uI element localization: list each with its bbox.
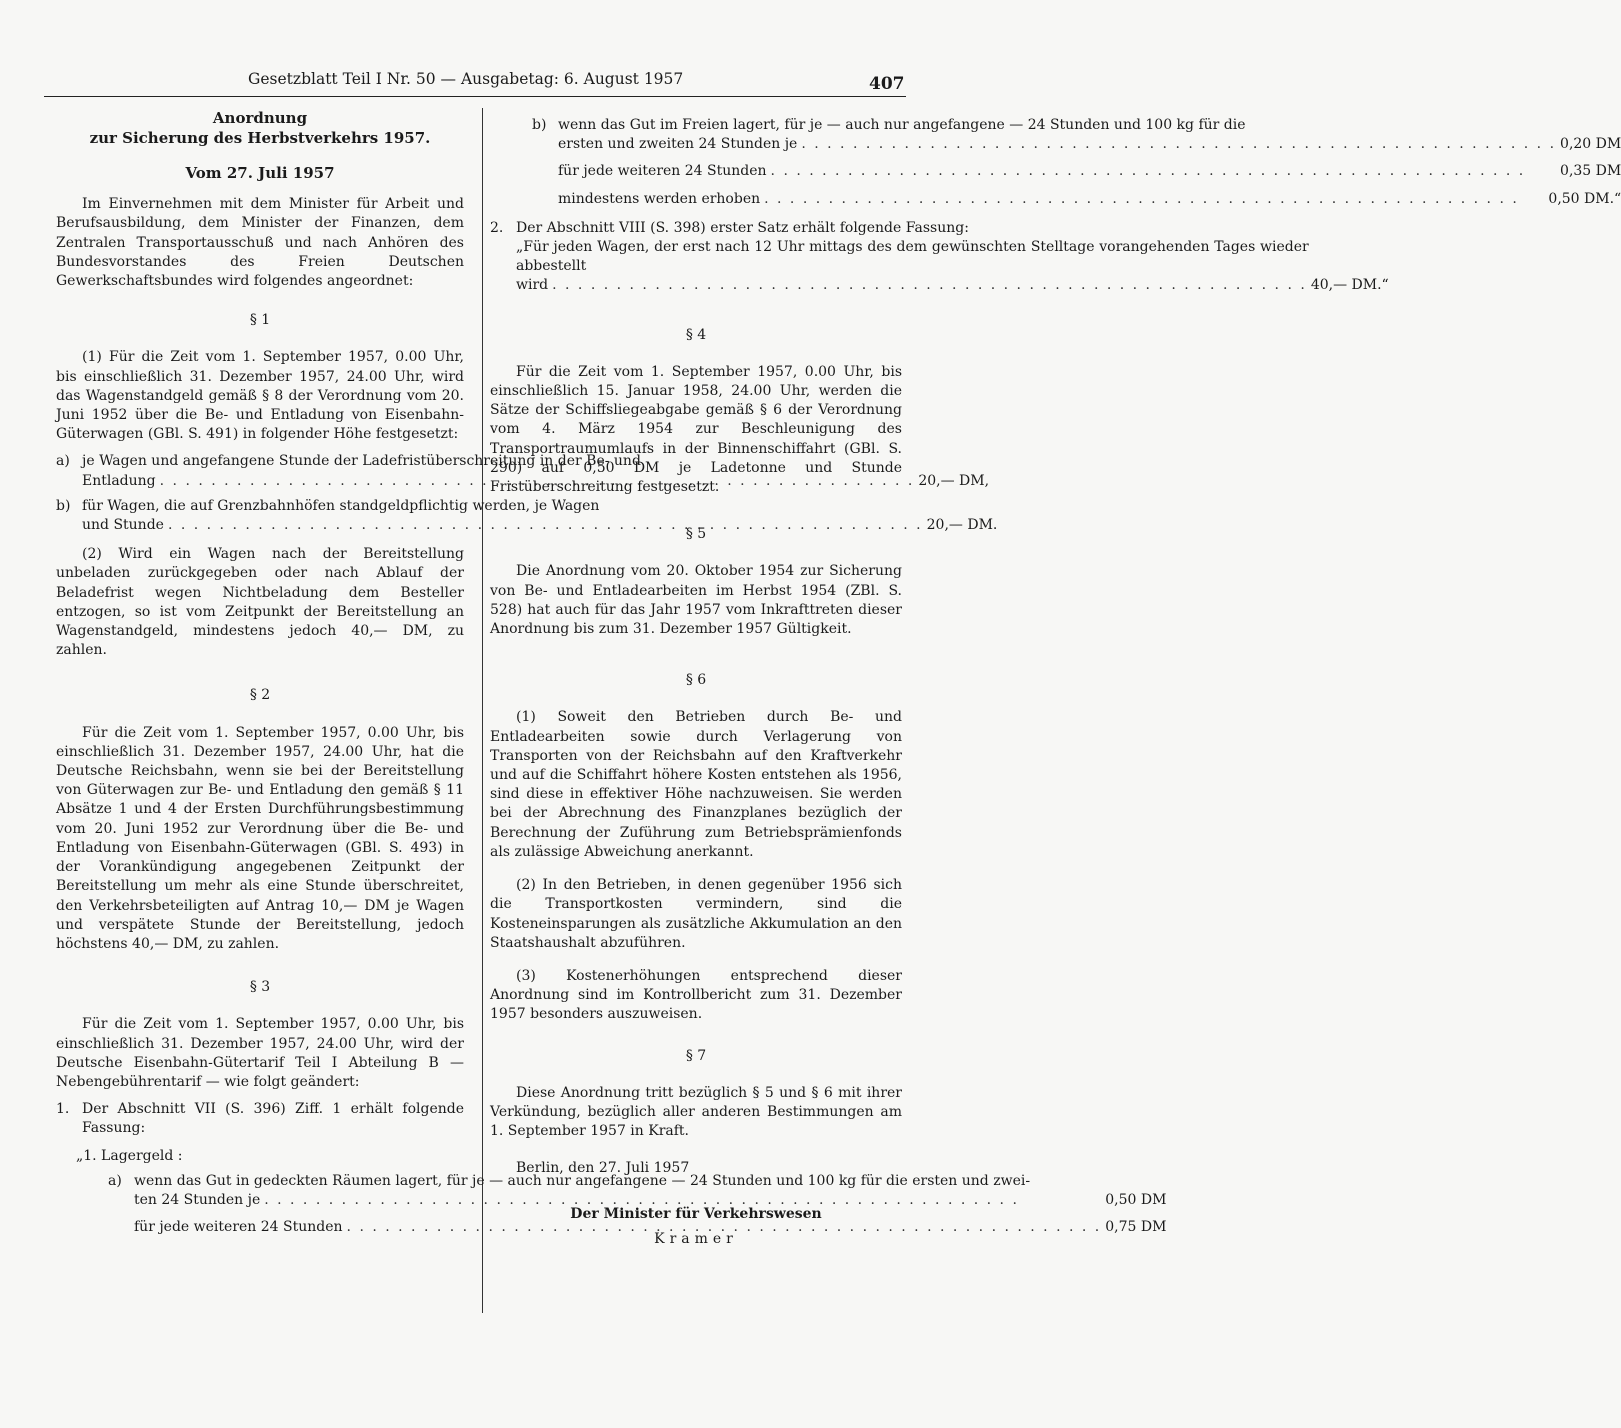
section-6-paragraph-3: (3) Kostenerhöhungen entsprechend dieser Anordnung sind im Kontrollbericht zum 31. Dezember 1957 besonders auszuweisen. bbox=[490, 967, 902, 1023]
fee-label: wird bbox=[516, 277, 549, 294]
section-6-paragraph-1: (1) Soweit den Betrieben durch Be- und Entladearbeiten sowie durch Verlagerung von Transporten von der Reichsbahn auf den Kraftverkehr und auf die Schiffahrt höhere Kosten entstehen als 1956, sind diese in effektiver Höhe nachzuweisen. Sie werden bei der Abrechnung des Finanzplanes bezüglich der Berechnung der Zuführung zum Betriebsprämienfonds als zulässige Abweichung anerkannt. bbox=[490, 709, 902, 860]
item-text: Der Abschnitt VII (S. 396) Ziff. 1 erhält folgende Fassung: bbox=[82, 1101, 464, 1137]
fee-amount: 40,— DM.“ bbox=[1310, 277, 1389, 294]
signer-name: Kramer bbox=[654, 1230, 738, 1247]
item-text: für Wagen, die auf Grenzbahnhöfen standgeldpflichtig werden, je Wagen bbox=[82, 497, 600, 514]
section-1-heading: § 1 bbox=[249, 312, 271, 329]
signer-title: Der Minister für Verkehrswesen bbox=[570, 1205, 822, 1222]
item-text: je Wagen und angefangene Stunde der Ladefristüberschreitung in der Be- und bbox=[82, 453, 641, 470]
fee-line bbox=[516, 276, 1389, 295]
item-label: b) bbox=[532, 117, 547, 133]
item-quote: „Für jeden Wagen, der erst nach 12 Uhr mittags des dem gewünschten Stelltage vorangehenden Tages wieder abbestellt bbox=[516, 239, 1309, 275]
lagergeld-item-b bbox=[532, 116, 1621, 209]
item-text: wenn das Gut in gedeckten Räumen lagert, für je — auch nur angefangene — 24 Stunden und 100 kg für die ersten und zwei- bbox=[134, 1172, 1031, 1189]
fee-label: ersten und zweiten 24 Stunden je bbox=[558, 136, 798, 153]
fee-amount: 20,— DM. bbox=[926, 517, 998, 534]
fee-label: mindestens werden erhoben bbox=[558, 190, 761, 207]
section-1-item-b bbox=[56, 497, 998, 535]
item-label: a) bbox=[56, 453, 70, 470]
page-number: 407 bbox=[869, 74, 905, 94]
header-rule bbox=[44, 96, 906, 97]
section-1-paragraph-2: (2) Wird ein Wagen nach der Bereitstellung unbeladen zurückgegeben oder nach Ablauf der Beladefrist wegen Nichtbeladung dem Besteller entzogen, so ist vom Zeitpunkt der Bereitstellung an Wagenstandgeld, mindestens jedoch 40,— DM, zu zahlen. bbox=[56, 546, 464, 659]
section-3-paragraph: Für die Zeit vom 1. September 1957, 0.00 Uhr, bis einschließlich 31. Dezember 1957, 24.00 Uhr, wird der Deutsche Eisenbahn-Gütertarif Teil I Abteilung B — Nebengebührentarif — wie folgt geändert: bbox=[56, 1016, 464, 1090]
item-label: b) bbox=[56, 497, 71, 514]
section-4-heading: § 4 bbox=[685, 326, 707, 343]
section-3-heading: § 3 bbox=[249, 979, 271, 996]
section-3-item-2 bbox=[490, 219, 1389, 296]
fee-label: und Stunde bbox=[82, 517, 164, 534]
fee-label: Entladung bbox=[82, 472, 156, 489]
section-6-heading: § 6 bbox=[685, 672, 707, 689]
document-subtitle: zur Sicherung des Herbstverkehrs 1957. bbox=[89, 129, 431, 147]
item-label: 1. bbox=[56, 1101, 70, 1118]
lagergeld-heading: „1. Lagergeld : bbox=[76, 1147, 183, 1164]
leader-dots bbox=[764, 190, 1544, 209]
place-and-date: Berlin, den 27. Juli 1957 bbox=[516, 1160, 690, 1177]
fee-amount: 0,20 DM bbox=[1560, 136, 1621, 153]
preamble: Im Einvernehmen mit dem Minister für Arbeit und Berufsausbildung, dem Minister der Finanzen, dem Zentralen Transportausschuß und nach Anhören des Bundesvorstandes des Freien Deutschen Gewerkschaftsbundes wird folgendes angeordnet: bbox=[56, 196, 464, 290]
fee-label: für jede weiteren 24 Stunden bbox=[134, 1219, 343, 1236]
section-2-heading: § 2 bbox=[249, 687, 271, 704]
fee-amount: 0,50 DM bbox=[1105, 1191, 1167, 1208]
item-label: 2. bbox=[490, 219, 504, 236]
section-1-paragraph-1: (1) Für die Zeit vom 1. September 1957, 0.00 Uhr, bis einschließlich 31. Dezember 1957, 24.00 Uhr, wird das Wagenstandgeld gemäß § 8 der Verordnung vom 20. Juni 1952 über die Be- und Entladung von Eisenbahn-Güterwagen (GBl. S. 491) in folgender Höhe festgesetzt: bbox=[56, 349, 464, 443]
item-text: wenn das Gut im Freien lagert, für je — auch nur angefangene — 24 Stunden und 100 kg für die bbox=[558, 117, 1246, 133]
fee-line bbox=[558, 162, 1621, 181]
section-2-paragraph: Für die Zeit vom 1. September 1957, 0.00 Uhr, bis einschließlich 31. Dezember 1957, 24.00 Uhr, hat die Deutsche Reichsbahn, wenn sie bei der Bereitstellung von Güterwagen zur Be- und Entladung den gemäß § 11 Absätze 1 und 4 der Ersten Durchführungsbestimmung vom 20. Juni 1952 zur Verordnung über die Be- und Entladung von Eisenbahn-Güterwagen (GBl. S. 493) in der Vorankündigung angegebenen Zeitpunkt der Bereitstellung um mehr als eine Stunde überschreitet, den Verkehrsbeteiligten auf Antrag 10,— DM je Wagen und verspätete Stunde der Bereitstellung, jedoch höchstens 40,— DM, zu zahlen. bbox=[56, 724, 464, 952]
leader-dots bbox=[801, 135, 1556, 154]
fee-amount: 20,— DM, bbox=[918, 472, 990, 489]
section-3-item-1 bbox=[56, 1100, 464, 1138]
leader-dots bbox=[771, 162, 1556, 181]
section-5-heading: § 5 bbox=[685, 526, 707, 543]
fee-amount: 0,50 DM.“ bbox=[1548, 190, 1621, 207]
item-text: Der Abschnitt VIII (S. 398) erster Satz erhält folgende Fassung: bbox=[516, 219, 969, 236]
fee-amount: 0,75 DM bbox=[1105, 1219, 1167, 1236]
section-7-heading: § 7 bbox=[685, 1047, 707, 1064]
item-label: a) bbox=[108, 1172, 122, 1189]
fee-line bbox=[558, 135, 1621, 154]
fee-label: für jede weiteren 24 Stunden bbox=[558, 163, 767, 180]
fee-amount: 0,35 DM bbox=[1560, 163, 1621, 180]
fee-label: ten 24 Stunden je bbox=[134, 1191, 261, 1208]
document-title: Anordnung bbox=[212, 109, 308, 127]
section-6-paragraph-2: (2) In den Betrieben, in denen gegenüber 1956 sich die Transportkosten vermindern, sind die Kosteneinsparungen als zusätzliche Akkumulation an den Staatshaushalt abzuführen. bbox=[490, 877, 902, 951]
leader-dots bbox=[552, 276, 1307, 295]
running-head: Gesetzblatt Teil I Nr. 50 — Ausgabetag: 6. August 1957 bbox=[248, 70, 684, 88]
section-5-paragraph: Die Anordnung vom 20. Oktober 1954 zur Sicherung von Be- und Entladearbeiten im Herbst 1954 (ZBl. S. 528) hat auch für das Jahr 1957 vom Inkrafttreten dieser Anordnung bis zum 31. Dezember 1957 Gültigkeit. bbox=[490, 563, 902, 638]
document-date: Vom 27. Juli 1957 bbox=[185, 164, 335, 182]
section-1-item-a bbox=[56, 452, 990, 490]
section-4-paragraph: Für die Zeit vom 1. September 1957, 0.00 Uhr, bis einschließlich 15. Januar 1958, 24.00 Uhr, werden die Sätze der Schiffsliegeabgabe gemäß § 6 der Verordnung vom 4. März 1954 zur Beschleunigung des Transportraumumlaufs in der Binnenschiffahrt (GBl. S. 290) auf 0,50 DM je Ladetonne und Stunde Fristüberschreitung festgesetzt. bbox=[490, 363, 902, 496]
column-divider bbox=[482, 108, 483, 1313]
section-7-paragraph: Diese Anordnung tritt bezüglich § 5 und § 6 mit ihrer Verkündung, bezüglich aller anderen Bestimmungen am 1. September 1957 in Kraft. bbox=[490, 1084, 902, 1140]
fee-line bbox=[558, 190, 1621, 209]
